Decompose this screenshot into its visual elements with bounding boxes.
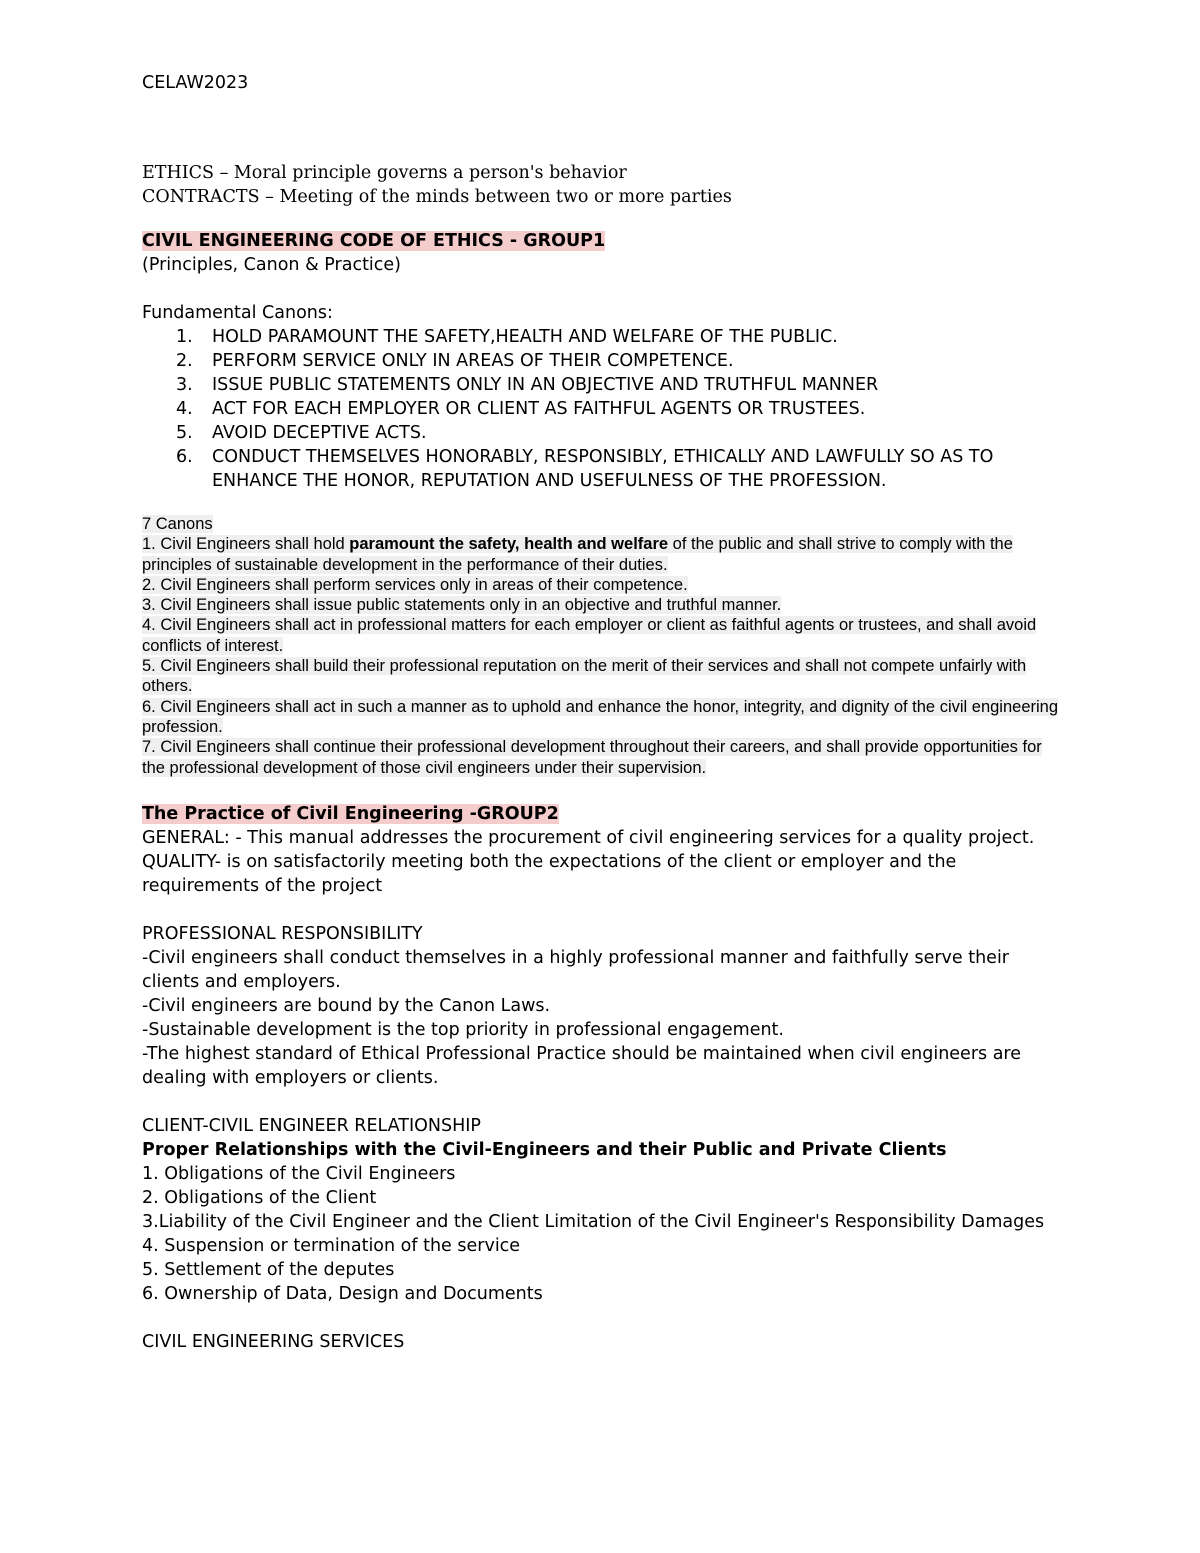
client-item: 2. Obligations of the Client (142, 1188, 377, 1208)
section2-title-text: The Practice of Civil Engineering -GROUP2 (142, 804, 559, 824)
prof-resp-title: PROFESSIONAL RESPONSIBILITY (142, 924, 423, 944)
seven-canon-item (142, 737, 1062, 778)
canon-text: 1. Civil Engineers shall hold (142, 535, 350, 554)
list-text: AVOID DECEPTIVE ACTS. (212, 423, 427, 443)
client-item: 1. Obligations of the Civil Engineers (142, 1164, 456, 1184)
definition-sep: – (214, 163, 234, 183)
quality-paragraph: QUALITY- is on satisfactorily meeting both the expectations of the client or employer and the requirements of the project (142, 852, 957, 896)
section-code-of-ethics (142, 229, 1062, 493)
definitions (142, 161, 732, 209)
definition-text: Moral principle governs a person's behavior (233, 163, 627, 183)
list-item (142, 397, 1062, 421)
canon-text: 3. Civil Engineers shall issue public statements only in an objective and truthful manner. (142, 596, 782, 615)
definition-term: ETHICS (142, 163, 214, 183)
list-item (142, 445, 1062, 493)
list-text: ACT FOR EACH EMPLOYER OR CLIENT AS FAITHFUL AGENTS OR TRUSTEES. (212, 399, 866, 419)
list-number: 4. (176, 399, 193, 419)
seven-canon-item (142, 595, 1062, 615)
client-item: 3.Liability of the Civil Engineer and the Client Limitation of the Civil Engineer's Responsibility Damages (142, 1212, 1045, 1232)
spacer (142, 1306, 1062, 1330)
canon-text: 5. Civil Engineers shall build their professional reputation on the merit of their services and shall not compete unfairly with others. (142, 657, 1027, 696)
seven-canons (142, 514, 1062, 778)
canon-text: 6. Civil Engineers shall act in such a manner as to uphold and enhance the honor, integrity, and dignity of the civil engineering profession. (142, 697, 1059, 736)
list-number: 2. (176, 351, 193, 371)
list-item (142, 421, 1062, 445)
canon-text: of the public and shall strive to comply with the principles of sustainable development in the performance of their duties. (142, 535, 1013, 574)
client-item: 5. Settlement of the deputes (142, 1260, 395, 1280)
seven-canon-item (142, 697, 1062, 738)
general-paragraph: GENERAL: - This manual addresses the procurement of civil engineering services for a quality project. (142, 828, 1035, 848)
canon-text: 2. Civil Engineers shall perform services only in areas of their competence. (142, 575, 688, 594)
section1-subtitle: (Principles, Canon & Practice) (142, 255, 402, 275)
seven-canons-label (142, 514, 1062, 534)
list-text: PERFORM SERVICE ONLY IN AREAS OF THEIR COMPETENCE. (212, 351, 734, 371)
list-text: HOLD PARAMOUNT THE SAFETY,HEALTH AND WELFARE OF THE PUBLIC. (212, 327, 838, 347)
client-item: 4. Suspension or termination of the service (142, 1236, 521, 1256)
definition-text: Meeting of the minds between two or more parties (279, 187, 732, 207)
seven-canon-item (142, 534, 1062, 575)
list-item (142, 349, 1062, 373)
list-item (142, 325, 1062, 349)
client-title: CLIENT-CIVIL ENGINEER RELATIONSHIP (142, 1116, 481, 1136)
definition-contracts (142, 185, 732, 209)
doc-code: CELAW2023 (142, 73, 249, 93)
canon-emphasis: paramount the safety, health and welfare (349, 535, 669, 554)
section-practice (142, 802, 1062, 1354)
list-number: 3. (176, 375, 193, 395)
prof-resp-item: -Civil engineers are bound by the Canon Laws. (142, 996, 551, 1016)
services-title: CIVIL ENGINEERING SERVICES (142, 1332, 405, 1352)
section1-title-text: CIVIL ENGINEERING CODE OF ETHICS - GROUP1 (142, 231, 606, 251)
definition-sep: – (259, 187, 280, 207)
list-text: CONDUCT THEMSELVES HONORABLY, RESPONSIBLY, ETHICALLY AND LAWFULLY SO AS TO ENHANCE THE HONOR, REPUTATION AND USEFULNESS OF THE PROFESSION. (212, 447, 994, 491)
definition-term: CONTRACTS (142, 187, 260, 207)
list-number: 6. (176, 447, 193, 467)
list-text: ISSUE PUBLIC STATEMENTS ONLY IN AN OBJECTIVE AND TRUTHFUL MANNER (212, 375, 879, 395)
list-item (142, 373, 1062, 397)
prof-resp-item: -Sustainable development is the top priority in professional engagement. (142, 1020, 784, 1040)
list-number: 5. (176, 423, 193, 443)
spacer (142, 898, 1062, 922)
section2-title (142, 802, 1062, 826)
seven-canon-item (142, 656, 1062, 697)
prof-resp-item: -The highest standard of Ethical Professional Practice should be maintained when civil engineers are dealing with employers or clients. (142, 1044, 1021, 1088)
list-number: 1. (176, 327, 193, 347)
canon-text: 4. Civil Engineers shall act in professional matters for each employer or client as faithful agents or trustees, and shall avoid conflicts of interest. (142, 616, 1037, 655)
definition-ethics (142, 161, 732, 185)
document-header (142, 71, 248, 95)
spacer (142, 1090, 1062, 1114)
seven-canons-label-text: 7 Canons (142, 515, 213, 533)
client-subtitle: Proper Relationships with the Civil-Engineers and their Public and Private Clients (142, 1140, 947, 1160)
section1-title (142, 229, 1062, 253)
client-item: 6. Ownership of Data, Design and Documents (142, 1284, 543, 1304)
seven-canon-item (142, 575, 1062, 595)
spacer (142, 277, 1062, 301)
seven-canon-item (142, 615, 1062, 656)
fundamental-canons-label: Fundamental Canons: (142, 303, 333, 323)
fundamental-canons-list (142, 325, 1062, 493)
canon-text: 7. Civil Engineers shall continue their professional development throughout their careers, and shall provide opportunities for the professional development of those civil engineers under their supervision. (142, 738, 1042, 777)
prof-resp-item: -Civil engineers shall conduct themselves in a highly professional manner and faithfully serve their clients and employers. (142, 948, 1010, 992)
